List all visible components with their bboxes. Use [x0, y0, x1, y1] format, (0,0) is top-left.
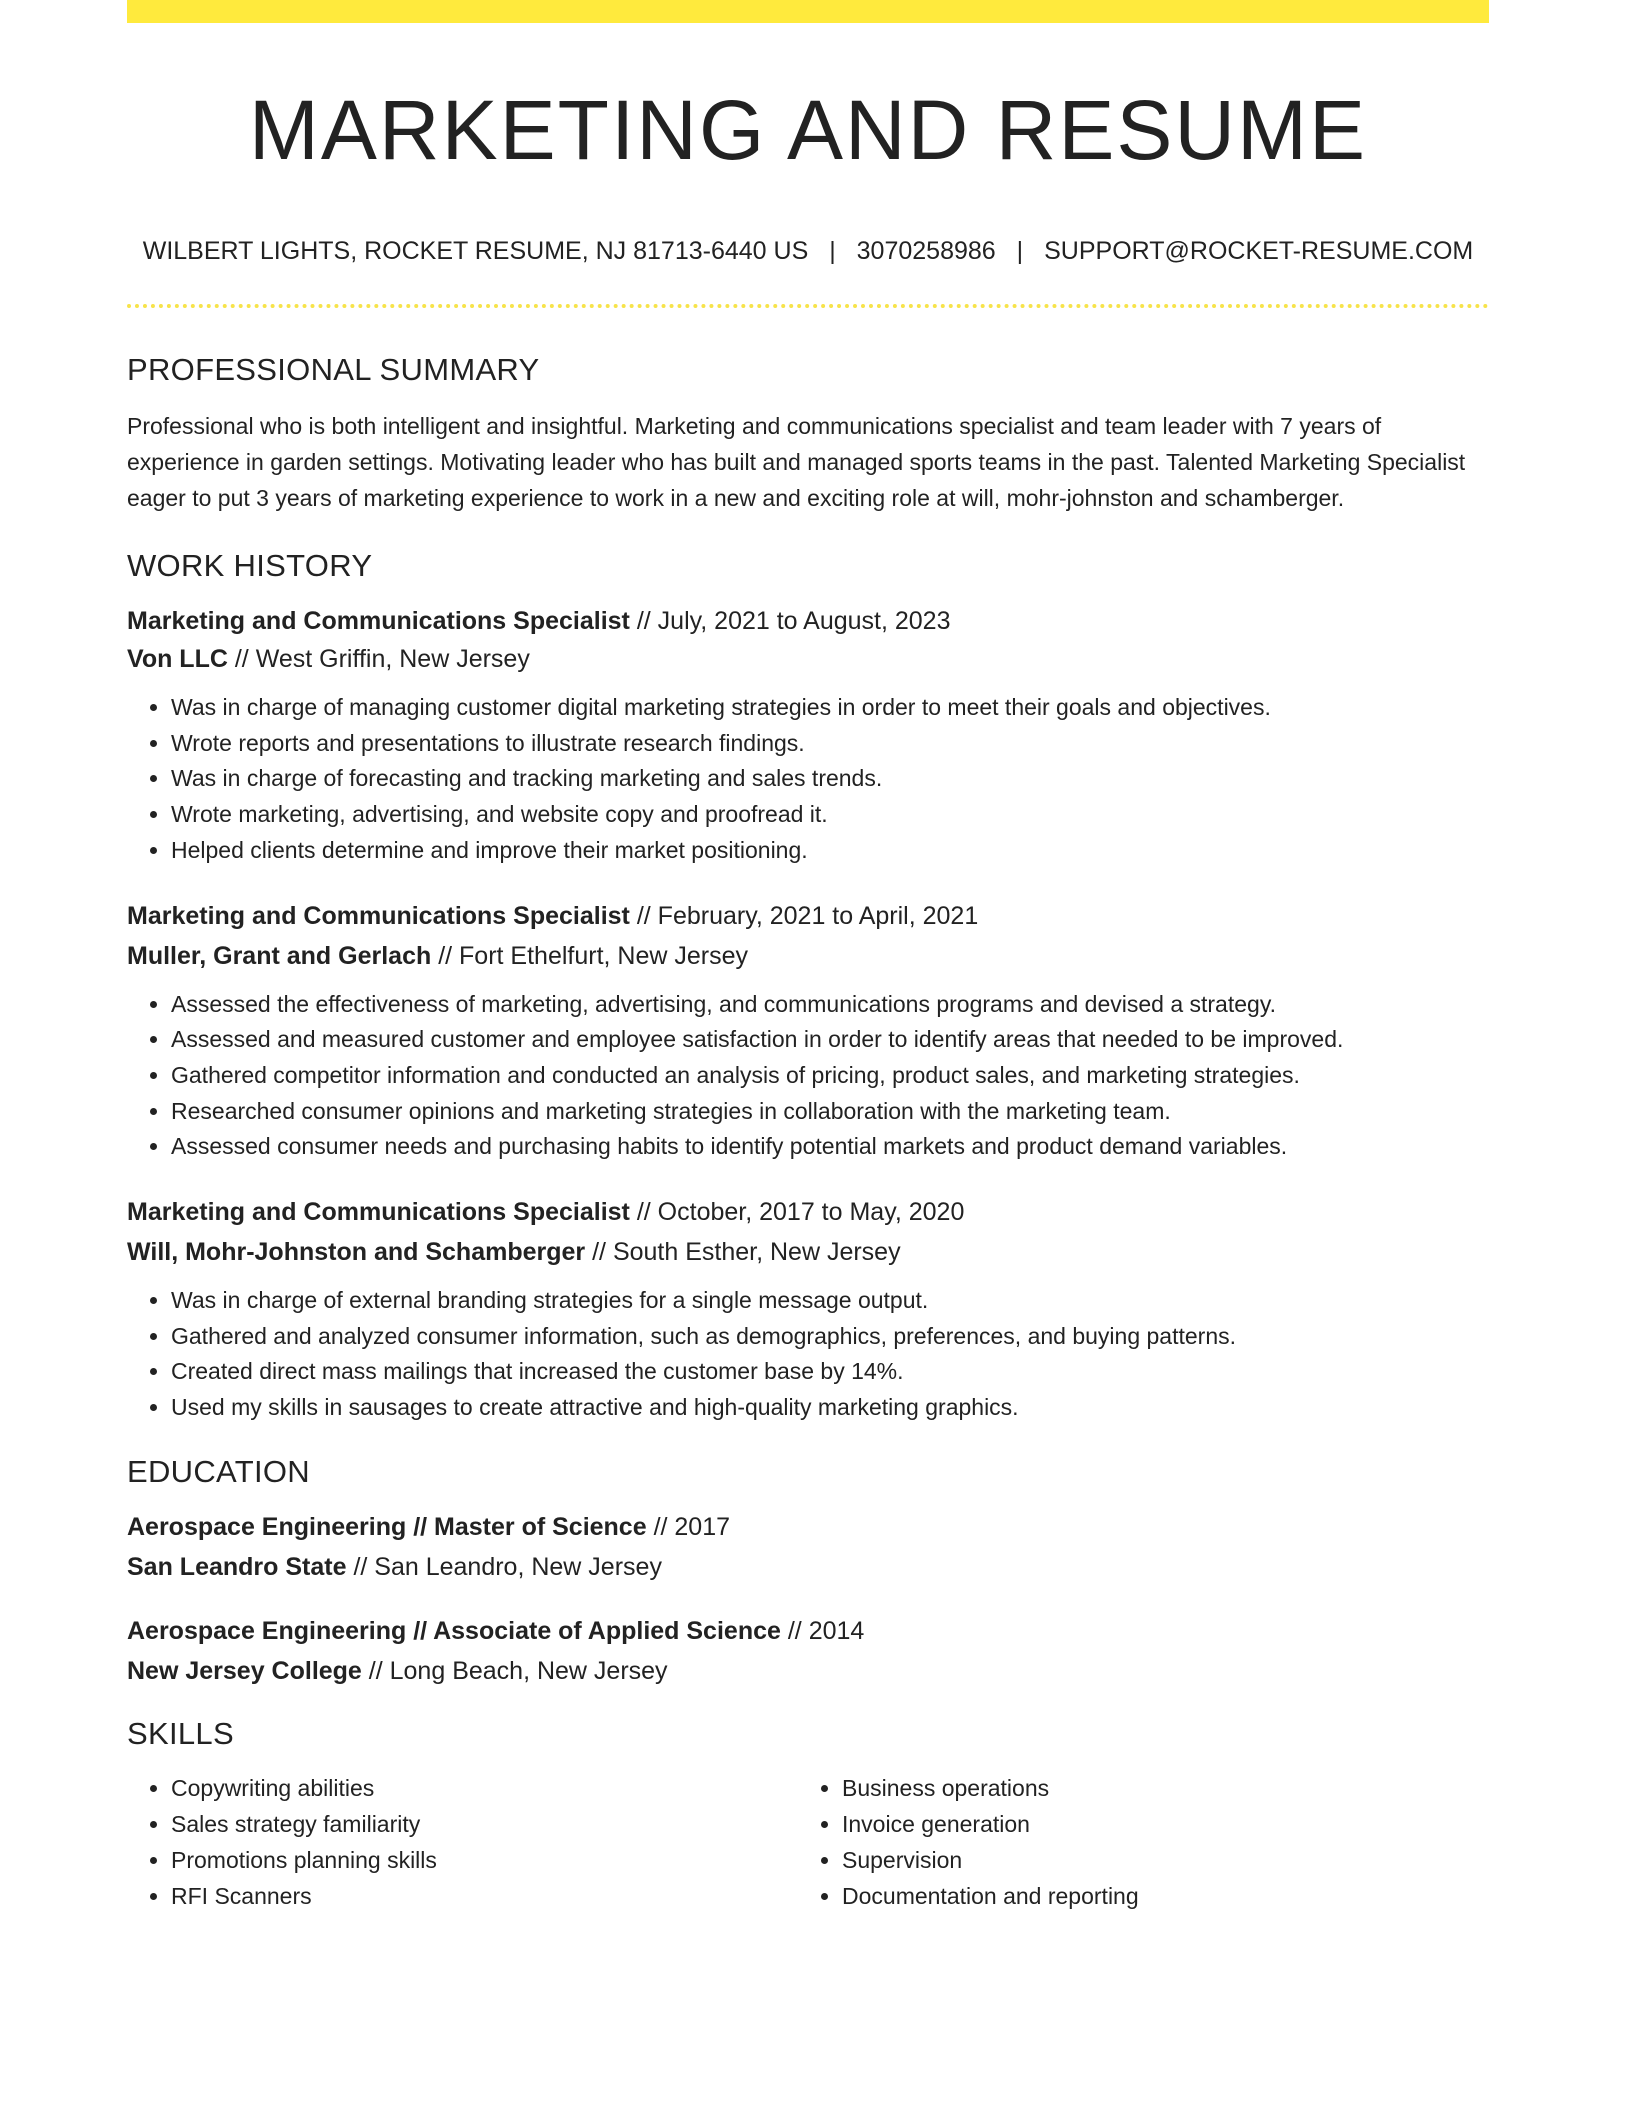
education-school: New Jersey College — [127, 1656, 362, 1685]
job-company-line — [127, 939, 1489, 973]
job-position: Marketing and Communications Specialist — [127, 607, 630, 635]
list-item: • Gathered competitor information and conducted an analysis of pricing, product sales, and marketing strategies. — [171, 1058, 1489, 1094]
job-company-line — [127, 1235, 1489, 1269]
job-duties-list — [127, 987, 1489, 1166]
skills-grid — [127, 1770, 1489, 1914]
job-position: Marketing and Communications Specialist — [127, 1198, 630, 1227]
skill-item: • Copywriting abilities — [171, 1770, 798, 1806]
skill-item: • Promotions planning skills — [171, 1842, 798, 1878]
skill-item: • Business operations — [842, 1770, 1469, 1806]
resume-name-heading: MARKETING AND RESUME — [248, 83, 1368, 177]
list-item: • Was in charge of forecasting and tracking marketing and sales trends. — [171, 761, 1489, 797]
education-degree-line — [127, 1614, 1489, 1648]
list-item: • Gathered and analyzed consumer information, such as demographics, preferences, and buying patterns. — [171, 1319, 1489, 1355]
list-item: • Wrote reports and presentations to illustrate research findings. — [171, 726, 1489, 762]
job-entry — [127, 1195, 1489, 1426]
job-duties-list — [127, 690, 1489, 869]
job-dates: // February, 2021 to April, 2021 — [629, 901, 979, 930]
job-company: Von LLC — [127, 645, 228, 673]
job-entry — [127, 604, 1489, 869]
list-item: • Assessed consumer needs and purchasing habits to identify potential markets and product demand variables. — [171, 1129, 1489, 1165]
education-degree-line — [127, 1510, 1489, 1544]
job-title-line — [127, 899, 1489, 933]
list-item: • Wrote marketing, advertising, and website copy and proofread it. — [171, 797, 1489, 833]
education-school: San Leandro State — [127, 1552, 347, 1581]
job-location: // Fort Ethelfurt, New Jersey — [431, 941, 749, 970]
skill-item: • RFI Scanners — [171, 1878, 798, 1914]
contact-address: WILBERT LIGHTS, ROCKET RESUME, NJ 81713-6440 US — [142, 237, 809, 265]
list-item: • Was in charge of managing customer digital marketing strategies in order to meet their goals and objectives. — [171, 690, 1489, 726]
contact-phone[interactable]: 3070258986 — [856, 237, 996, 265]
resume-content — [127, 350, 1489, 1914]
work-history-section-title: WORK HISTORY — [127, 548, 373, 583]
education-year: // 2017 — [646, 1512, 731, 1541]
list-item: • Assessed the effectiveness of marketing, advertising, and communications programs and devised a strategy. — [171, 987, 1489, 1023]
contact-separator: | — [829, 237, 836, 265]
list-item: • Helped clients determine and improve their market positioning. — [171, 833, 1489, 869]
list-item: • Assessed and measured customer and employee satisfaction in order to identify areas that needed to be improved. — [171, 1022, 1489, 1058]
job-title-line — [127, 604, 1489, 638]
job-location: // West Griffin, New Jersey — [227, 645, 530, 673]
education-school-line — [127, 1654, 1489, 1688]
list-item: • Used my skills in sausages to create attractive and high-quality marketing graphics. — [171, 1390, 1489, 1426]
job-dates: // October, 2017 to May, 2020 — [629, 1198, 965, 1227]
education-degree: Aerospace Engineering // Master of Science — [127, 1512, 647, 1541]
skill-item: • Invoice generation — [842, 1806, 1469, 1842]
job-dates: // July, 2021 to August, 2023 — [629, 607, 951, 635]
job-duties-list — [127, 1283, 1489, 1426]
skills-column-right — [798, 1770, 1469, 1914]
top-accent-bar — [127, 0, 1489, 23]
education-school-line — [127, 1550, 1489, 1584]
education-location: // Long Beach, New Jersey — [361, 1656, 668, 1685]
job-position: Marketing and Communications Specialist — [127, 901, 630, 930]
education-entry — [127, 1510, 1489, 1584]
education-section-title: EDUCATION — [127, 1453, 310, 1489]
skills-column-left — [127, 1770, 798, 1914]
job-location: // South Esther, New Jersey — [585, 1238, 901, 1267]
list-item: • Researched consumer opinions and marketing strategies in collaboration with the marketing team. — [171, 1094, 1489, 1130]
skill-item: • Documentation and reporting — [842, 1878, 1469, 1914]
list-item: • Was in charge of external branding strategies for a single message output. — [171, 1283, 1489, 1319]
summary-section-title: PROFESSIONAL SUMMARY — [127, 352, 540, 387]
summary-text: Professional who is both intelligent and insightful. Marketing and communications specialist and team leader with 7 years of experience in garden settings. Motivating leader who has built and managed sports teams in the past. Talented Marketing Specialist eager to put 3 years of marketing experience to work in a new and exciting role at will, mohr-johnston and schamberger. — [127, 413, 1466, 511]
list-item: • Created direct mass mailings that increased the customer base by 14%. — [171, 1354, 1489, 1390]
contact-email[interactable]: SUPPORT@ROCKET-RESUME.COM — [1044, 237, 1474, 265]
education-year: // 2014 — [780, 1616, 865, 1645]
skill-item: • Sales strategy familiarity — [171, 1806, 798, 1842]
job-entry — [127, 899, 1489, 1166]
skills-section-title: SKILLS — [127, 1715, 234, 1751]
contact-separator: | — [1016, 237, 1024, 265]
job-company: Muller, Grant and Gerlach — [127, 941, 432, 970]
skill-item: • Supervision — [842, 1842, 1469, 1878]
job-title-line — [127, 1195, 1489, 1229]
dotted-divider — [127, 304, 1489, 308]
education-location: // San Leandro, New Jersey — [346, 1552, 662, 1581]
skills-list-right — [798, 1770, 1469, 1914]
job-company-line — [127, 642, 1489, 676]
education-entry — [127, 1614, 1489, 1688]
education-degree: Aerospace Engineering // Associate of Applied Science — [127, 1616, 781, 1645]
contact-line — [127, 234, 1489, 268]
skills-list-left — [127, 1770, 798, 1914]
job-company: Will, Mohr-Johnston and Schamberger — [127, 1238, 586, 1267]
